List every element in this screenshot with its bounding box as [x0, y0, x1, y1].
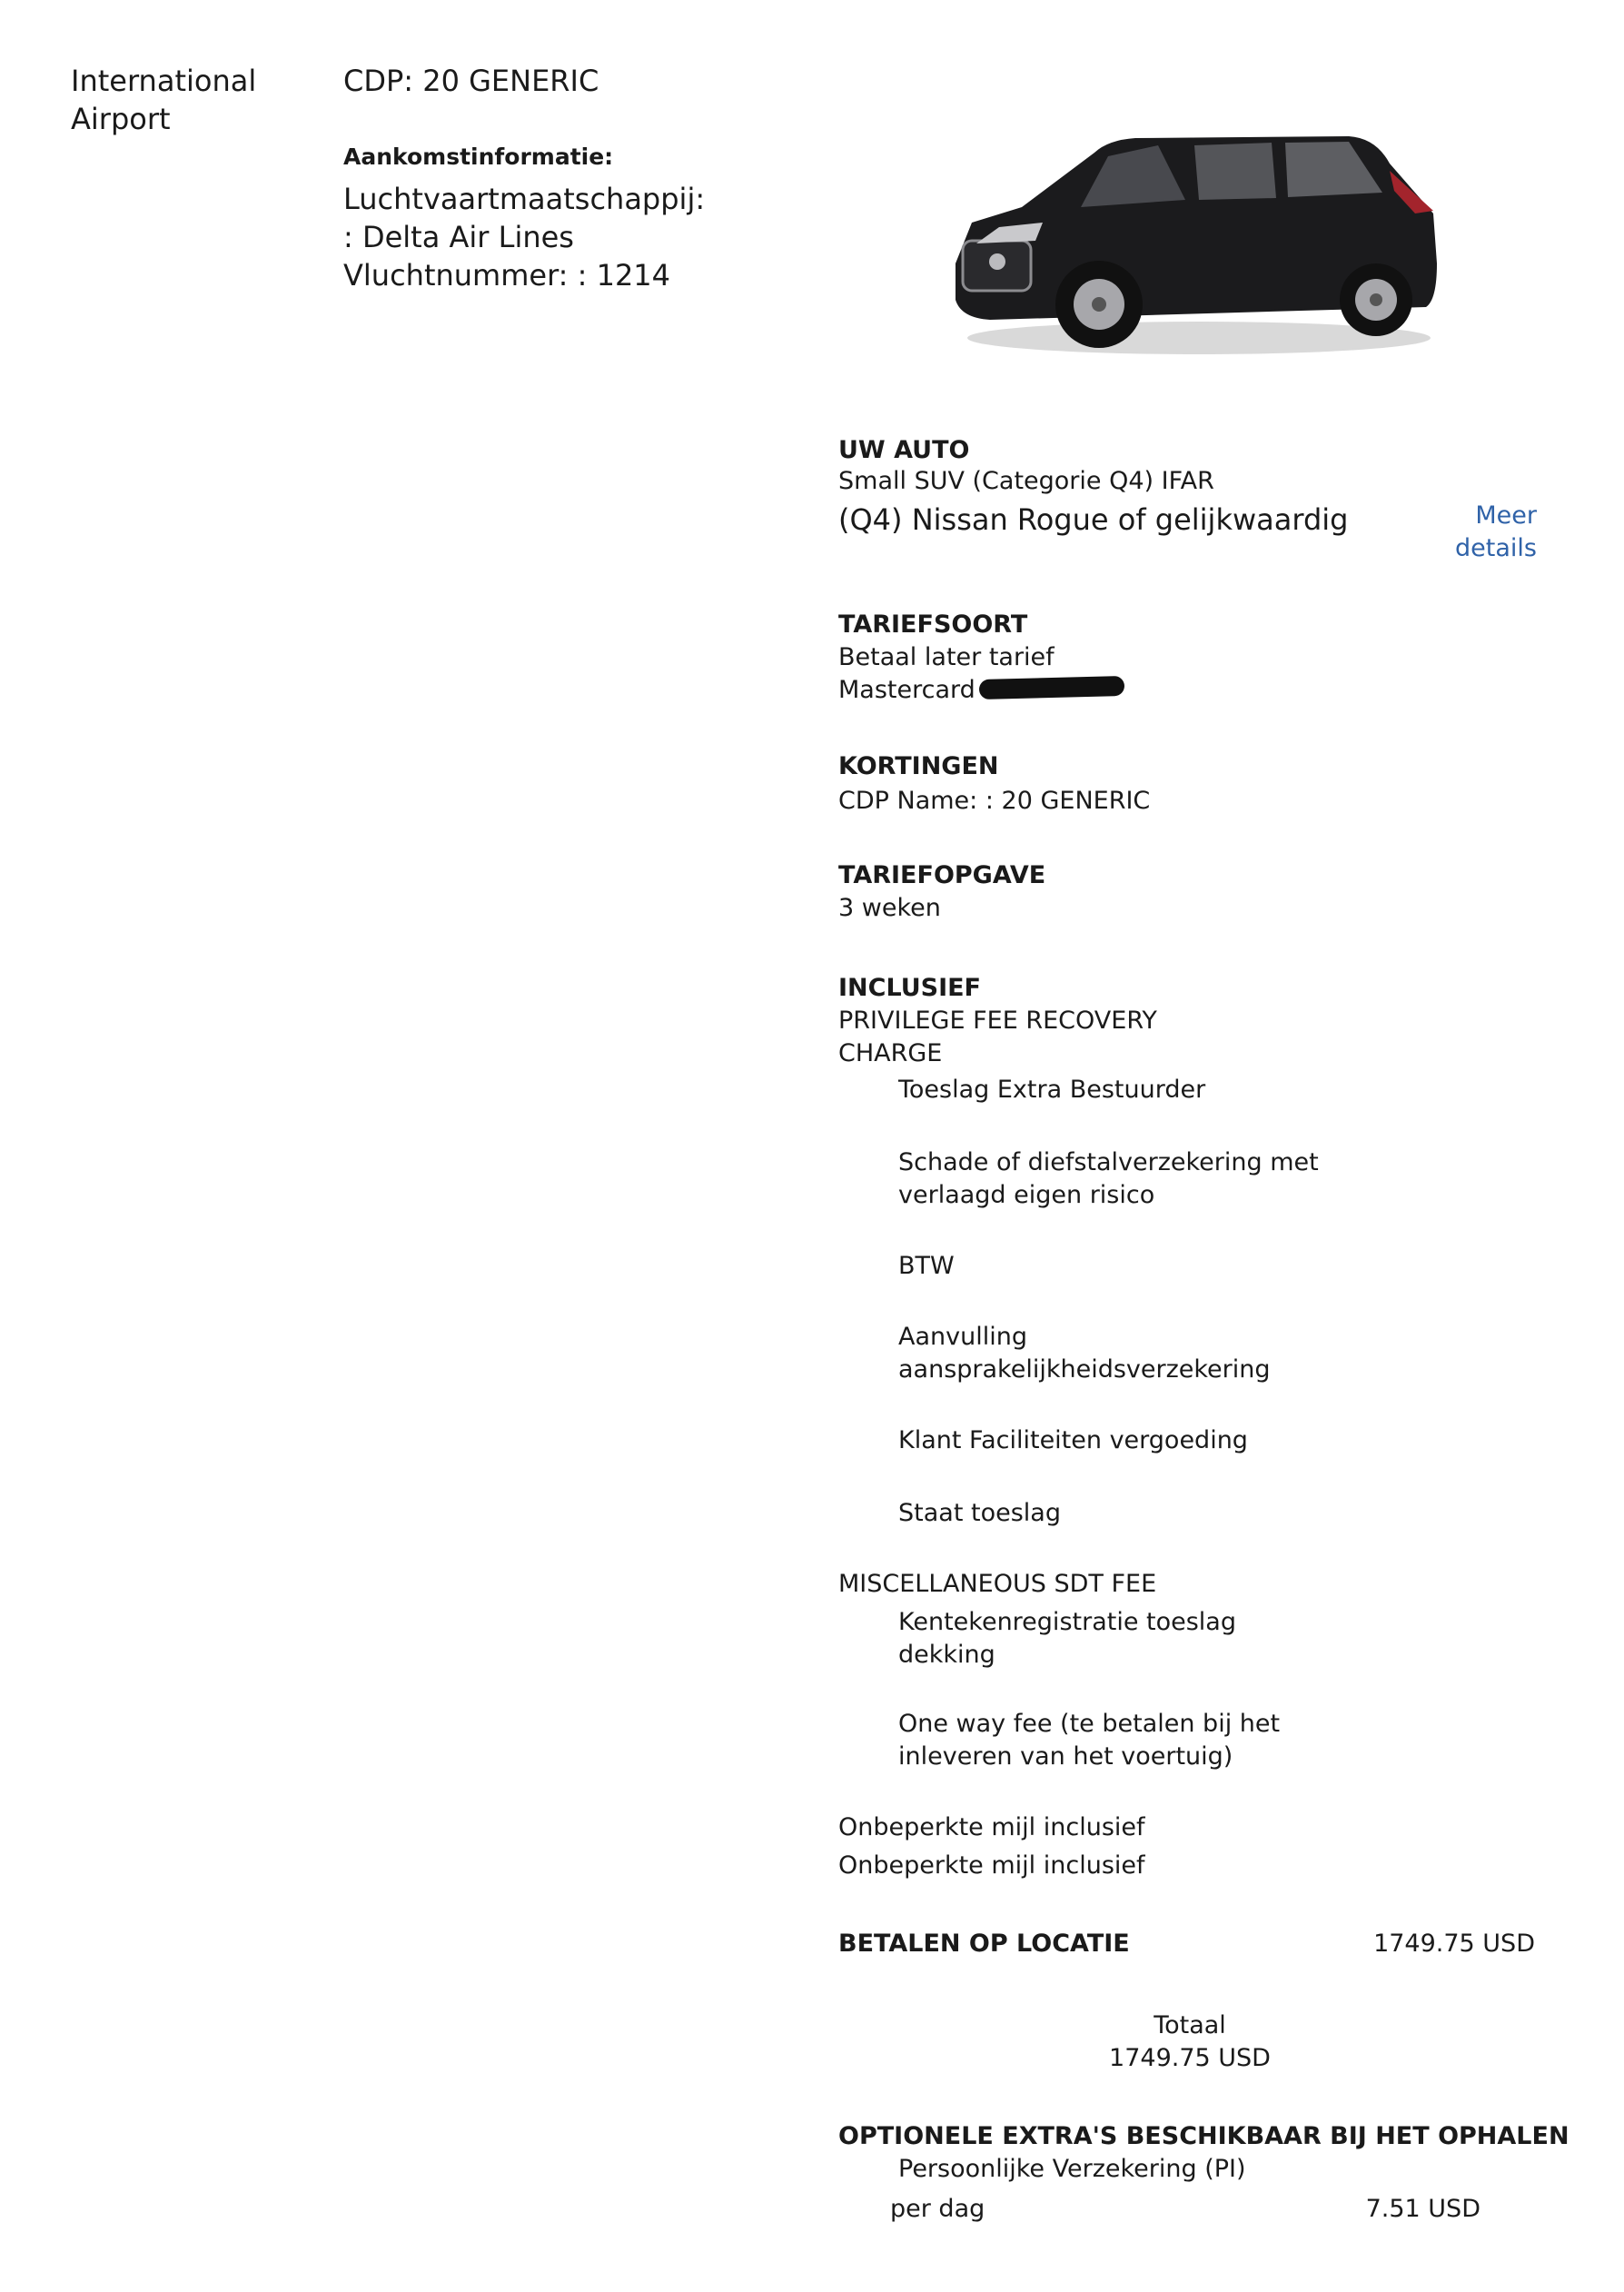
- privilege-fee-line1: PRIVILEGE FEE RECOVERY: [838, 1007, 1157, 1035]
- misc-fee-heading: MISCELLANEOUS SDT FEE: [838, 1570, 1157, 1598]
- optional-extra-per-day: per dag: [890, 2195, 985, 2223]
- included-item: Klant Faciliteiten vergoeding: [898, 1426, 1248, 1454]
- rate-type-name: Betaal later tarief: [838, 643, 1055, 671]
- optional-extra-price: 7.51 USD: [1365, 2195, 1480, 2223]
- unlimited-mileage: Onbeperkte mijl inclusief: [838, 1851, 1145, 1880]
- rate-quote-heading: TARIEFOPGAVE: [838, 861, 1046, 889]
- cdp-code: CDP: 20 GENERIC: [343, 64, 599, 98]
- pay-at-location-label: BETALEN OP LOCATIE: [838, 1930, 1130, 1958]
- unlimited-mileage: Onbeperkte mijl inclusief: [838, 1813, 1145, 1841]
- included-item-line2: aansprakelijkheidsverzekering: [898, 1355, 1271, 1384]
- more-details-link[interactable]: [1390, 500, 1537, 565]
- more-details-line2: details: [1455, 534, 1537, 562]
- redacted-card-number: [979, 676, 1125, 700]
- airline-label: Luchtvaartmaatschappij:: [343, 182, 706, 216]
- misc-item-line2: dekking: [898, 1641, 995, 1669]
- total-amount: 1749.75 USD: [1109, 2044, 1271, 2072]
- car-image: [936, 127, 1453, 372]
- included-item: Toeslag Extra Bestuurder: [898, 1076, 1206, 1104]
- rate-type-heading: TARIEFSOORT: [838, 610, 1028, 639]
- your-car-heading: UW AUTO: [838, 436, 970, 464]
- included-item: BTW: [898, 1252, 955, 1280]
- flight-number: Vluchtnummer: : 1214: [343, 258, 671, 293]
- pickup-location-line2: Airport: [71, 102, 171, 136]
- more-details-line1: Meer: [1475, 501, 1537, 530]
- included-heading: INCLUSIEF: [838, 974, 982, 1002]
- included-item: Staat toeslag: [898, 1499, 1061, 1527]
- airline-value: : Delta Air Lines: [343, 220, 574, 254]
- included-item: Schade of diefstalverzekering met: [898, 1148, 1319, 1176]
- car-category: Small SUV (Categorie Q4) IFAR: [838, 467, 1214, 495]
- optional-extras-heading: OPTIONELE EXTRA'S BESCHIKBAAR BIJ HET OPHALEN: [838, 2122, 1570, 2150]
- misc-item-line2: inleveren van het voertuig): [898, 1742, 1233, 1771]
- pay-at-location-amount: 1749.75 USD: [1373, 1930, 1535, 1958]
- discount-cdp-name: CDP Name: : 20 GENERIC: [838, 787, 1151, 815]
- included-item: Aanvulling: [898, 1323, 1027, 1351]
- pickup-location-line1: International: [71, 64, 257, 98]
- misc-item: Kentekenregistratie toeslag: [898, 1608, 1236, 1636]
- car-model: (Q4) Nissan Rogue of gelijkwaardig: [838, 502, 1349, 537]
- total-label: Totaal: [1154, 2011, 1226, 2039]
- payment-card: Mastercard: [838, 676, 975, 704]
- discounts-heading: KORTINGEN: [838, 752, 999, 780]
- optional-extra-item: Persoonlijke Verzekering (PI): [898, 2155, 1246, 2183]
- misc-item: One way fee (te betalen bij het: [898, 1710, 1281, 1738]
- included-item-line2: verlaagd eigen risico: [898, 1181, 1155, 1209]
- privilege-fee-line2: CHARGE: [838, 1039, 943, 1067]
- rental-duration: 3 weken: [838, 894, 941, 922]
- arrival-info-heading: Aankomstinformatie:: [343, 144, 614, 170]
